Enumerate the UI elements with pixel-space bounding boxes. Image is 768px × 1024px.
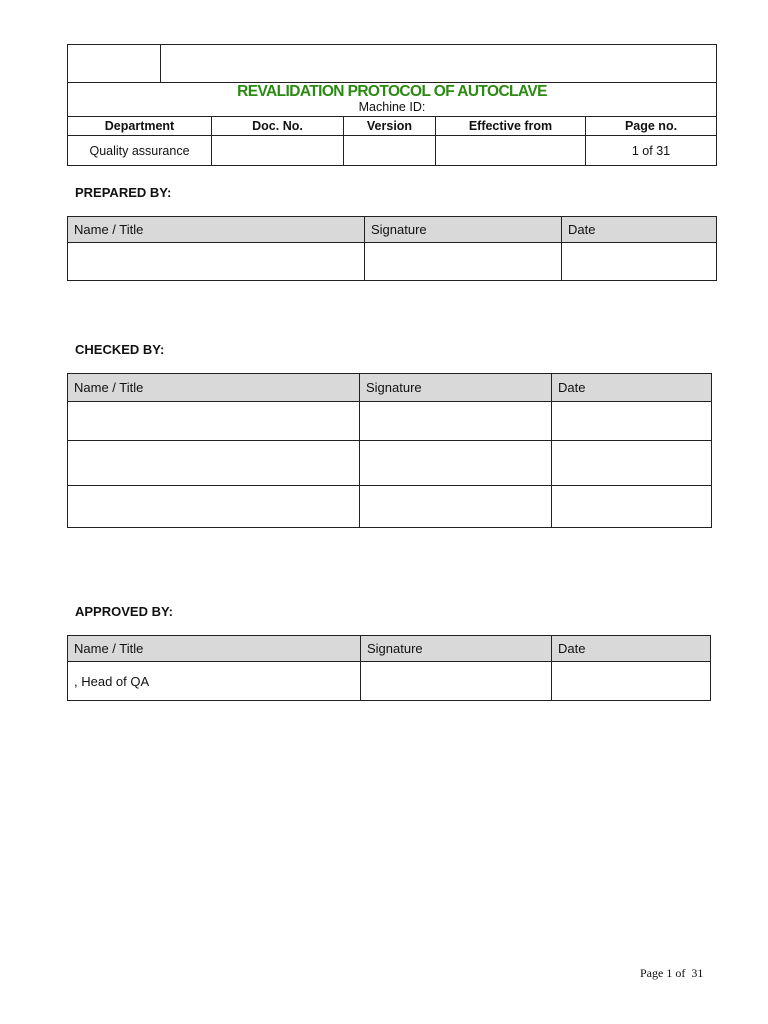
header-title-box: [67, 82, 717, 117]
date-cell: [552, 486, 712, 528]
name-title-cell: [68, 243, 365, 281]
date-cell: [562, 243, 717, 281]
signature-cell: [360, 441, 552, 486]
col-date: Date: [552, 374, 712, 402]
table-header-row: [68, 217, 717, 243]
page-number-footer: Page 1 of 31: [640, 966, 704, 980]
col-name-title: Name / Title: [68, 636, 361, 662]
col-signature: Signature: [360, 374, 552, 402]
col-signature: Signature: [361, 636, 552, 662]
table-row: [68, 662, 711, 701]
date-cell: [552, 402, 712, 441]
approved-by-heading: APPROVED BY:: [75, 604, 173, 619]
meta-effective-from-value: [436, 136, 586, 166]
header-logo-row: [67, 44, 717, 83]
signature-cell: [361, 662, 552, 701]
signature-cell: [365, 243, 562, 281]
meta-page-no-value: 1 of 31: [586, 136, 717, 166]
col-name-title: Name / Title: [68, 374, 360, 402]
machine-id-label: Machine ID:: [358, 100, 426, 114]
meta-col-version: Version: [344, 117, 436, 136]
table-row: [68, 243, 717, 281]
date-cell: [552, 441, 712, 486]
meta-col-page-no: Page no.: [586, 117, 717, 136]
company-cell: [161, 45, 717, 83]
name-title-cell: [68, 441, 360, 486]
table-header-row: [68, 636, 711, 662]
document-title: REVALIDATION PROTOCOL OF AUTOCLAVE: [237, 83, 547, 100]
name-title-cell: [68, 486, 360, 528]
table-row: [68, 441, 712, 486]
name-title-cell: [68, 402, 360, 441]
document-meta-table: [67, 116, 717, 166]
prepared-by-heading: PREPARED BY:: [75, 185, 172, 200]
table-header-row: [68, 374, 712, 402]
date-cell: [552, 662, 711, 701]
signature-cell: [360, 402, 552, 441]
checked-by-table: [67, 373, 712, 528]
checked-by-heading: CHECKED BY:: [75, 342, 165, 357]
meta-version-value: [344, 136, 436, 166]
table-row: [68, 402, 712, 441]
meta-value-row: [68, 136, 717, 166]
meta-col-effective-from: Effective from: [436, 117, 586, 136]
signature-cell: [360, 486, 552, 528]
meta-col-doc-no: Doc. No.: [212, 117, 344, 136]
col-date: Date: [562, 217, 717, 243]
col-signature: Signature: [365, 217, 562, 243]
meta-header-row: [68, 117, 717, 136]
approved-by-table: [67, 635, 711, 701]
meta-col-department: Department: [68, 117, 212, 136]
prepared-by-table: [67, 216, 717, 281]
name-title-cell: , Head of QA: [68, 662, 361, 701]
col-name-title: Name / Title: [68, 217, 365, 243]
col-date: Date: [552, 636, 711, 662]
meta-department-value: Quality assurance: [68, 136, 212, 166]
logo-cell: [68, 45, 161, 83]
table-row: [68, 486, 712, 528]
meta-doc-no-value: [212, 136, 344, 166]
